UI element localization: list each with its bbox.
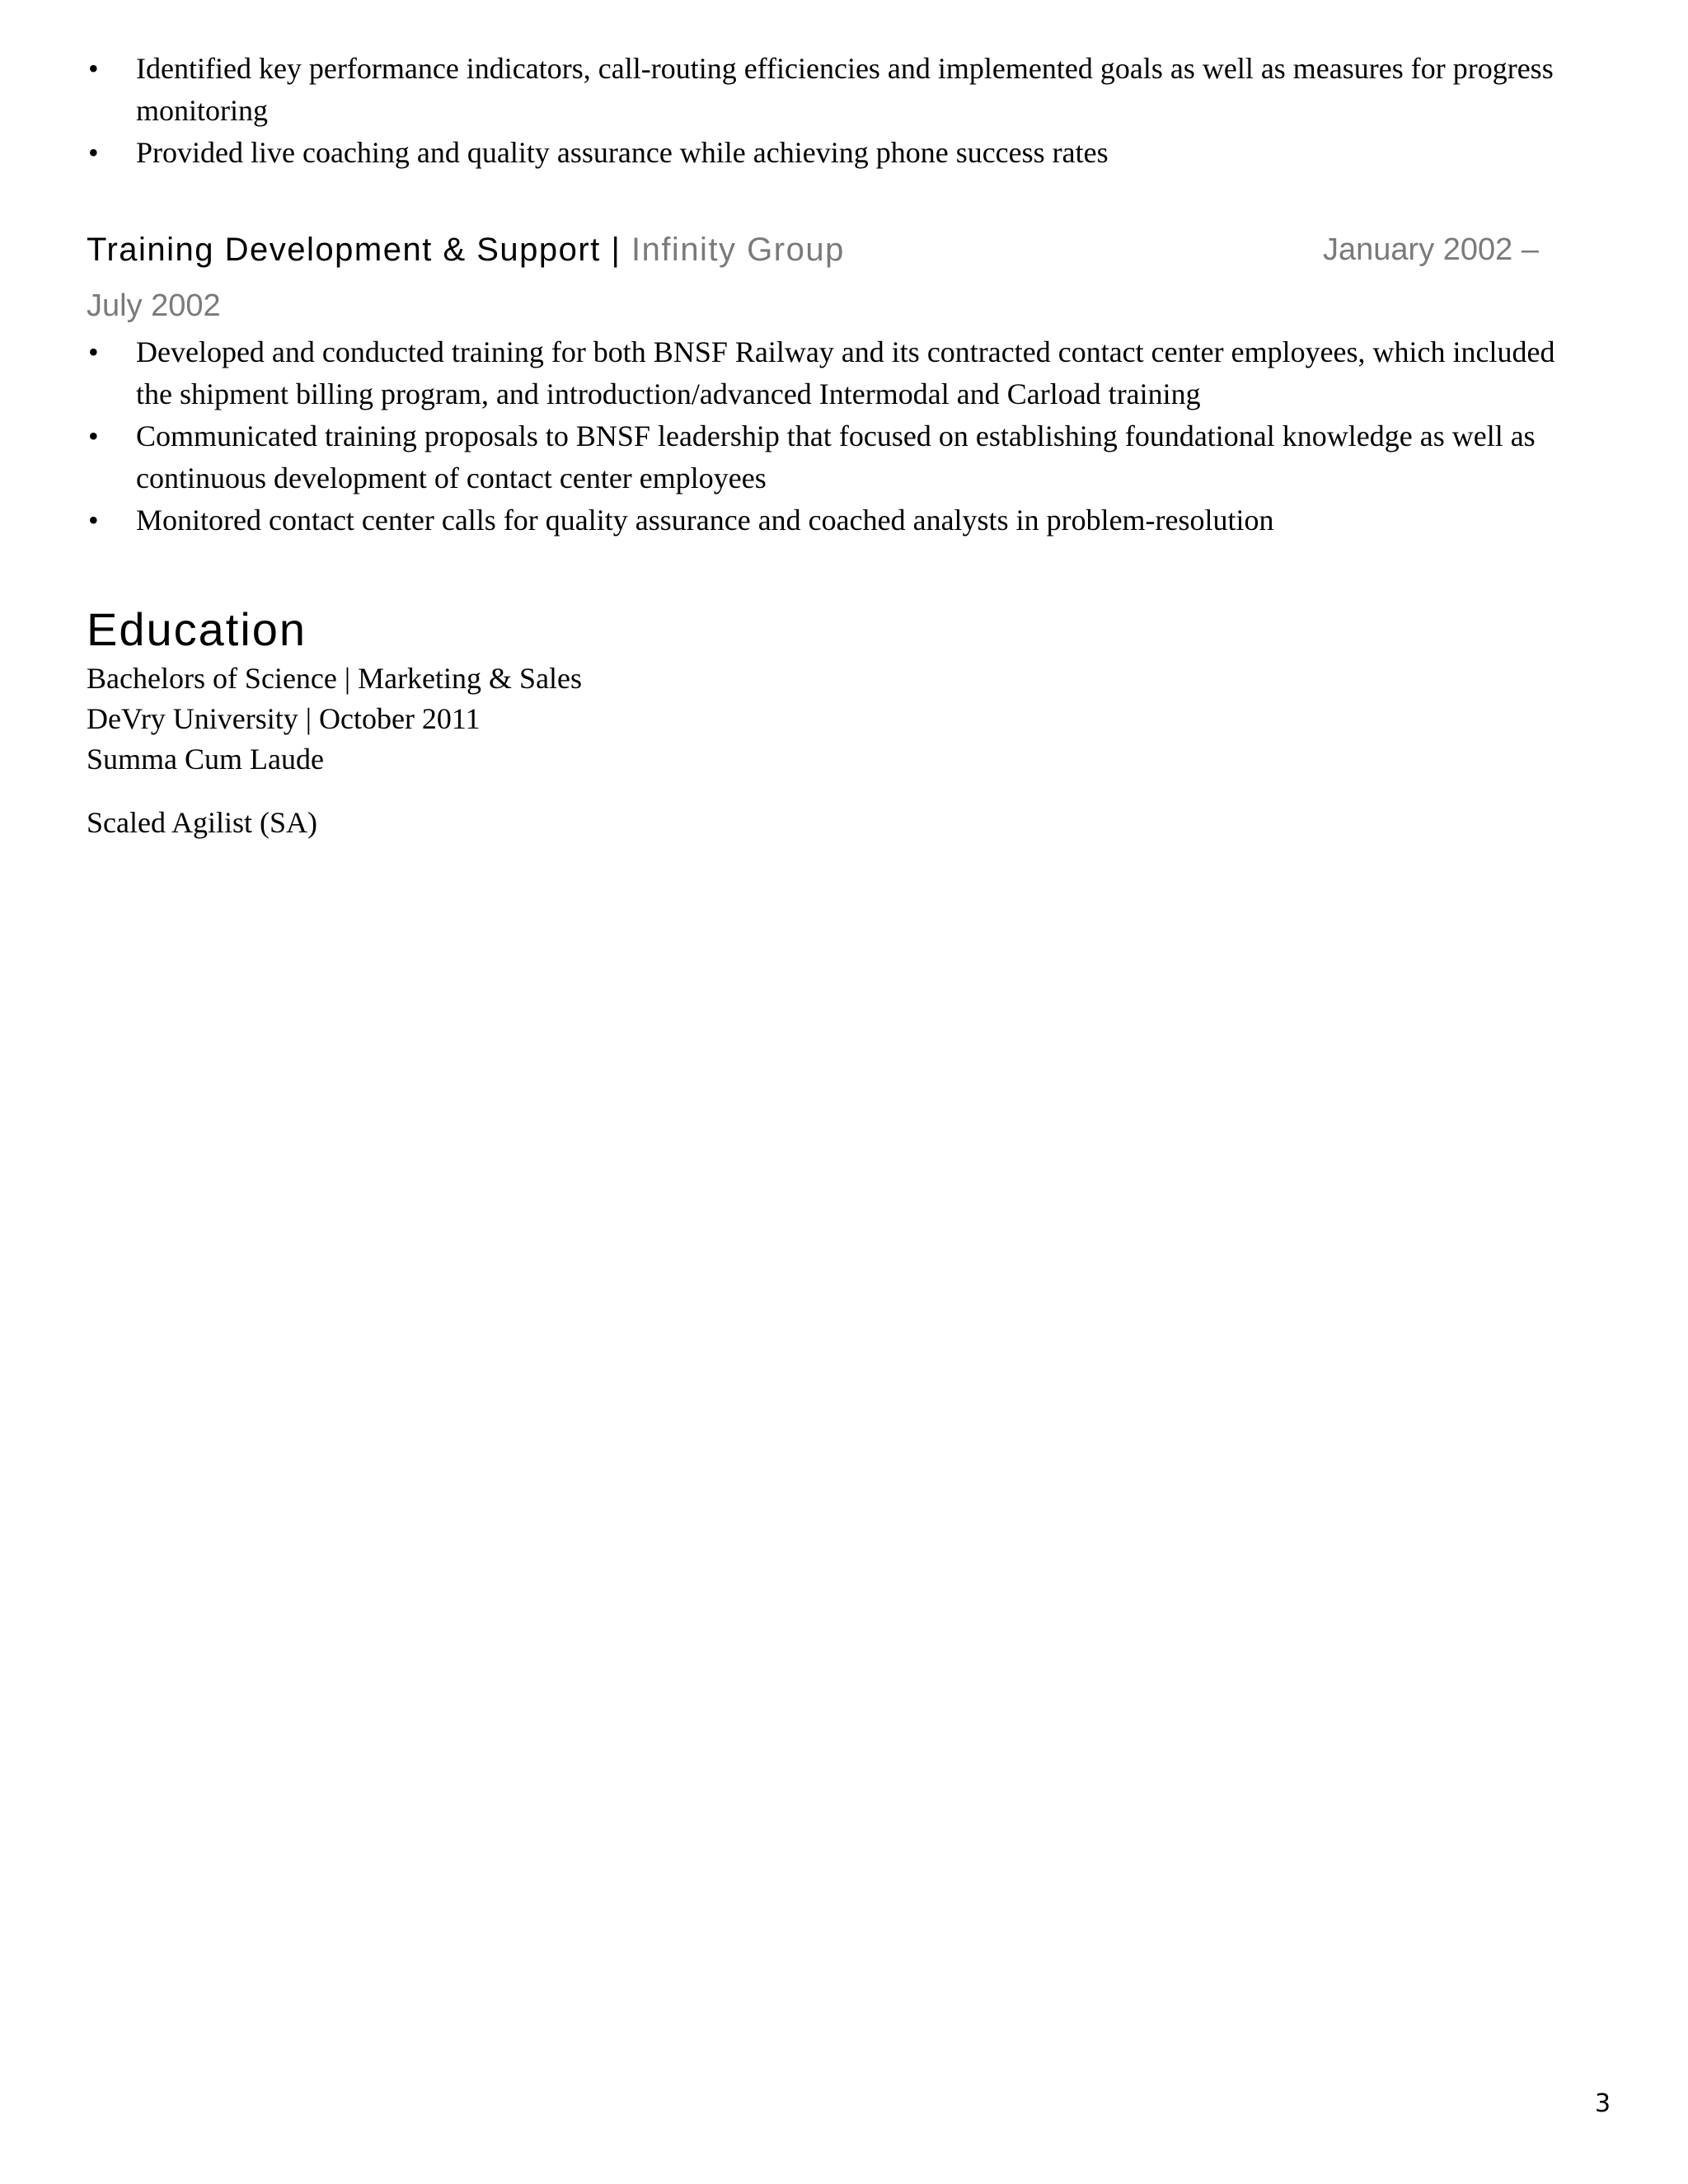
education-school: DeVry University | October 2011 [87, 702, 481, 735]
bullet-glyph: • [88, 419, 99, 452]
bullet-text: Developed and conducted training for both BNSF Railway and its contracted contact center employees, which included the shipment billing program, and introduction/advanced Intermodal and Carload training [136, 335, 1555, 410]
job-date-end: July 2002 [87, 288, 221, 323]
bullet-text: Provided live coaching and quality assurance while achieving phone success rates [136, 136, 1109, 169]
page-number: 3 [1595, 2089, 1611, 2118]
job-title: Training Development & Support | [87, 232, 631, 268]
bullet-item [87, 48, 1595, 132]
bullet-glyph: • [88, 136, 99, 169]
bullet-item [87, 331, 1595, 415]
job-date-start: January 2002 – [1323, 232, 1539, 267]
education-honors: Summa Cum Laude [87, 743, 324, 776]
page-content [87, 48, 1595, 843]
bullet-item [87, 415, 1595, 499]
job-bullets [87, 331, 1595, 541]
bullet-item [87, 499, 1595, 541]
education-heading: Education [87, 603, 307, 655]
previous-job-bullets [87, 48, 1595, 174]
bullet-glyph: • [88, 52, 99, 85]
certification: Scaled Agilist (SA) [87, 806, 317, 839]
bullet-item [87, 132, 1595, 174]
education-degree: Bachelors of Science | Marketing & Sales [87, 662, 583, 695]
job-header [87, 224, 1595, 275]
bullet-text: Communicated training proposals to BNSF leadership that focused on establishing foundational knowledge as well as continuous development of contact center employees [136, 419, 1536, 494]
bullet-glyph: • [88, 335, 99, 368]
job-company: Infinity Group [631, 232, 845, 268]
bullet-glyph: • [88, 504, 99, 537]
bullet-text: Identified key performance indicators, call-routing efficiencies and implemented goals as well as measures for progress monitoring [136, 52, 1554, 127]
bullet-text: Monitored contact center calls for quality assurance and coached analysts in problem-resolution [136, 504, 1274, 537]
